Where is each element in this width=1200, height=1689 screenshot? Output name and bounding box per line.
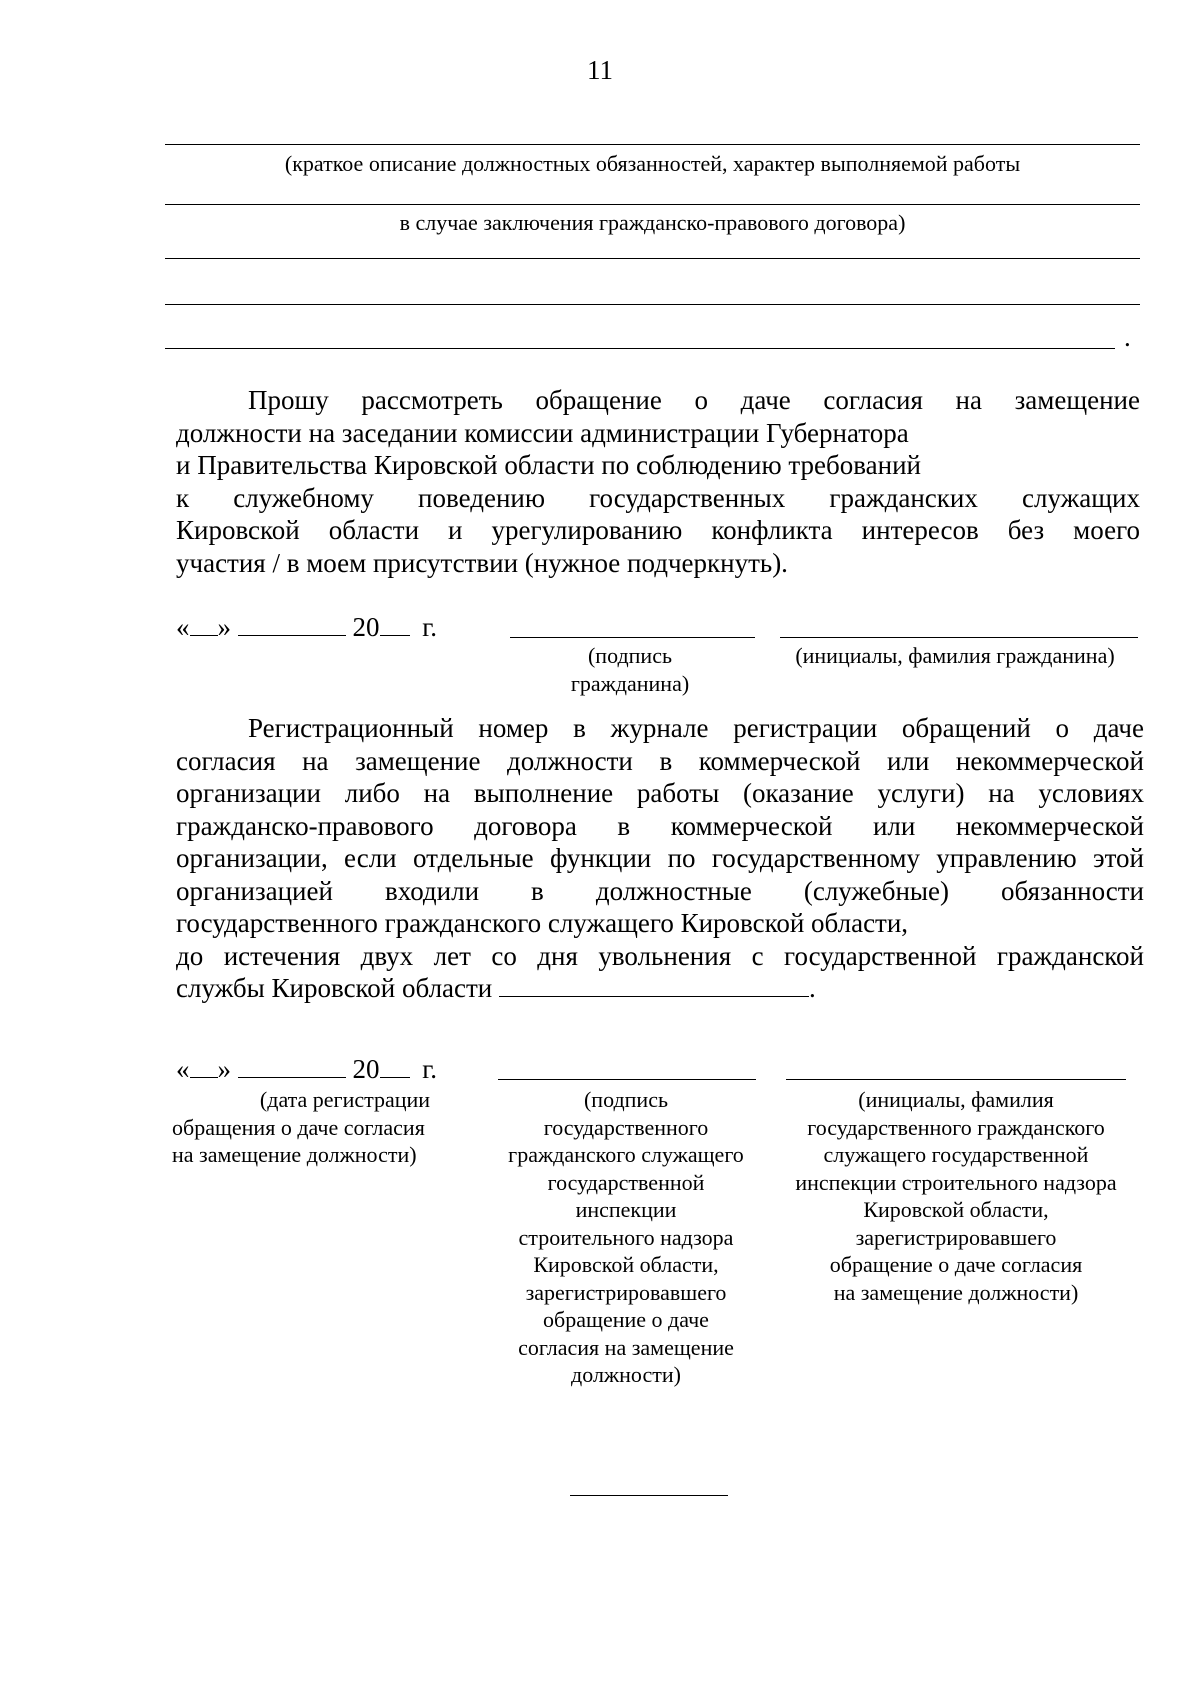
request-line: и Правительства Кировской области по соблюдению требований	[176, 450, 921, 480]
job-description-line-4[interactable]	[165, 304, 1140, 305]
reg-year-blank[interactable]	[380, 1055, 410, 1078]
request-line: Прошу рассмотреть обращение о даче согласия на замещение	[248, 385, 1140, 415]
page-number: 11	[587, 55, 613, 85]
request-paragraph	[176, 384, 1140, 579]
registration-line: организацией входили в должностные (служебные) обязанности	[176, 875, 1144, 906]
reg-month-blank[interactable]	[238, 1055, 346, 1078]
year-blank[interactable]	[380, 613, 410, 636]
registration-paragraph	[176, 712, 1144, 1005]
registration-line: гражданско-правового договора в коммерческой или некоммерческой	[176, 810, 1144, 841]
registration-number-blank[interactable]	[499, 974, 809, 997]
job-description-line-1[interactable]	[165, 144, 1140, 145]
registration-date: « » 20 г.	[176, 1054, 438, 1084]
registrar-signature-caption: (подпись государственного гражданского служащего государственной инспекции строительного надзора Кировской области, зарегистрировавшего обращение о даче согласия на замещение должности)	[508, 1087, 744, 1387]
request-line: должности на заседании комиссии администрации Губернатора	[176, 417, 909, 448]
registration-line: организации либо на выполнение работы (оказание услуги) на условиях	[176, 778, 1144, 808]
registrar-signature-line[interactable]	[498, 1079, 756, 1080]
registrar-name-caption: (инициалы, фамилия государственного гражданского служащего государственной инспекции строительного надзора Кировской области, зарегистрировавшего обращение о даче согласия на замещение должности)	[795, 1087, 1117, 1305]
registration-line-last: службы Кировской области .	[176, 973, 816, 1003]
contract-caption: в случае заключения гражданско-правового договора)	[399, 210, 906, 235]
registration-line: до истечения двух лет со дня увольнения с государственной гражданской	[176, 940, 1144, 971]
job-description-line-2[interactable]	[165, 204, 1140, 205]
month-blank[interactable]	[238, 613, 346, 636]
job-description-end-mark: .	[1124, 322, 1131, 352]
job-description-line-5[interactable]	[165, 348, 1115, 349]
citizen-name-line[interactable]	[780, 637, 1138, 638]
citizen-date: « » 20 г.	[176, 612, 438, 642]
registration-line: организации, если отдельные функции по государственному управлению этой	[176, 843, 1144, 873]
closing-divider	[570, 1495, 728, 1496]
citizen-signature-caption: (подпись гражданина)	[570, 643, 690, 696]
registration-date-caption: (дата регистрации обращения о даче согласия на замещение должности)	[172, 1087, 431, 1167]
registration-line: государственного гражданского служащего Кировской области,	[176, 908, 909, 938]
registrar-name-line[interactable]	[786, 1079, 1126, 1080]
registration-line: Регистрационный номер в журнале регистрации обращений о даче	[248, 713, 1144, 743]
day-blank[interactable]	[190, 613, 218, 636]
citizen-name-caption: (инициалы, фамилия гражданина)	[795, 643, 1115, 668]
request-line: Кировской области и урегулированию конфликта интересов без моего	[176, 515, 1140, 545]
request-line: к служебному поведению государственных гражданских служащих	[176, 482, 1140, 513]
job-description-line-3[interactable]	[165, 258, 1140, 259]
registration-line: согласия на замещение должности в коммерческой или некоммерческой	[176, 745, 1144, 776]
citizen-signature-line[interactable]	[510, 637, 755, 638]
reg-day-blank[interactable]	[190, 1055, 218, 1078]
job-description-caption: (краткое описание должностных обязанностей, характер выполняемой работы	[284, 151, 1021, 176]
request-line: участия / в моем присутствии (нужное подчеркнуть).	[176, 547, 788, 578]
